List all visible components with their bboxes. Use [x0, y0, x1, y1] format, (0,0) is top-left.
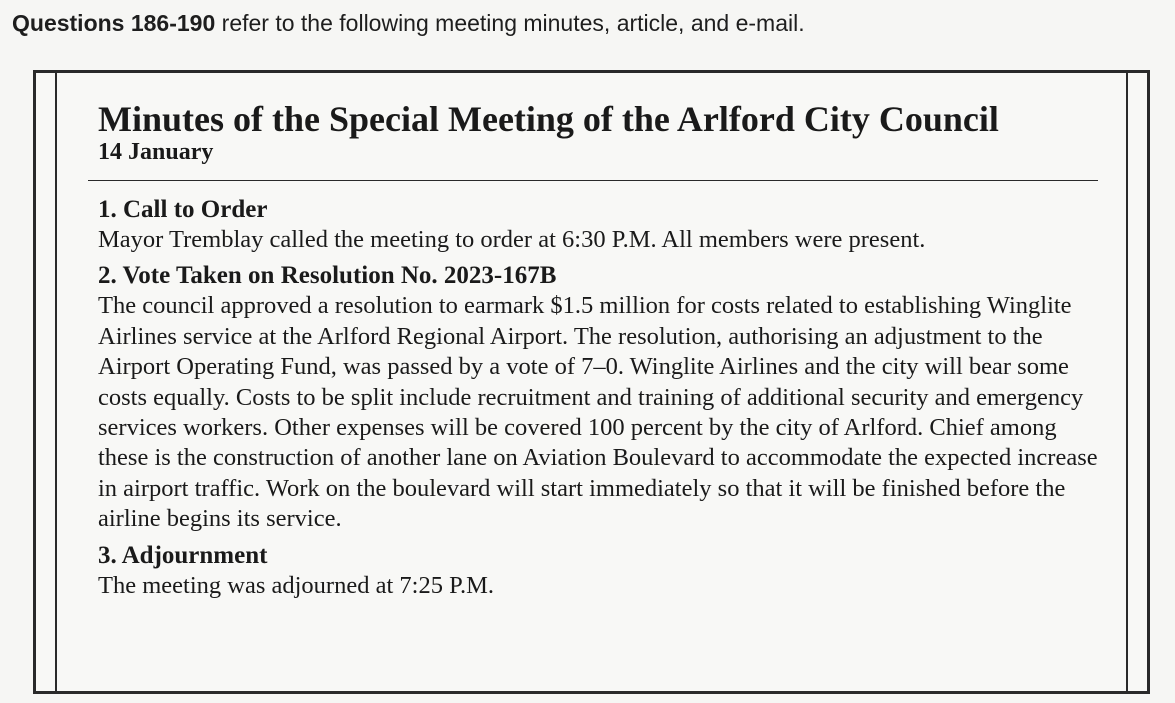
section-heading: 1. Call to Order	[98, 196, 268, 223]
instructions-text: refer to the following meeting minutes, article, and e-mail.	[215, 10, 805, 36]
instructions-line	[12, 10, 805, 37]
frame-inner-right-rule	[1126, 73, 1128, 691]
title-divider	[88, 180, 1098, 181]
minutes-title: Minutes of the Special Meeting of the Arlford City Council	[98, 99, 999, 139]
minutes-date: 14 January	[98, 139, 214, 165]
frame-inner-left-rule	[55, 73, 57, 691]
meeting-minutes	[98, 100, 1108, 601]
section-call-to-order	[98, 195, 1108, 255]
section-resolution-vote	[98, 261, 1108, 534]
section-adjournment	[98, 541, 1108, 601]
question-range: Questions 186-190	[12, 10, 216, 36]
document-frame	[33, 70, 1150, 694]
section-heading: 2. Vote Taken on Resolution No. 2023-167B	[98, 262, 557, 290]
section-heading: 3. Adjournment	[98, 541, 268, 569]
section-body: Mayor Tremblay called the meeting to order at 6:30 P.M. All members were present.	[98, 226, 926, 253]
section-body: The meeting was adjourned at 7:25 P.M.	[98, 571, 495, 599]
section-body: The council approved a resolution to earmark $1.5 million for costs related to establishing Winglite Airlines service at the Arlford Regional Airport. The resolution, authorising an adjustment to the Airport Operating Fund, was passed by a vote of 7–0. Winglite Airlines and the city will bear some costs equally. Costs to be split include recruitment and training of additional security and emergency services workers. Other expenses will be covered 100 percent by the city of Arlford. Chief among these is the construction of another lane on Aviation Boulevard to accommodate the expected increase in airport traffic. Work on the boulevard will start immediately so that it will be finished before the airline begins its service.	[98, 292, 1098, 533]
